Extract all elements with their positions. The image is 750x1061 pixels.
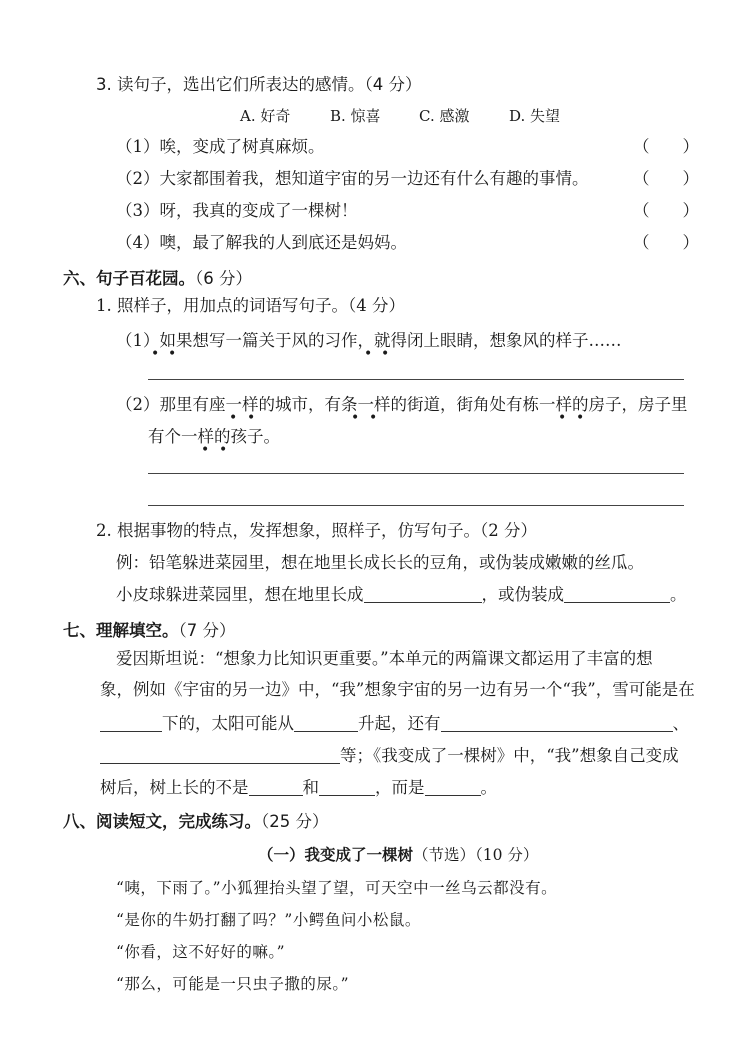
q3-option-b: B. 惊喜 (330, 107, 381, 125)
answer-paren-4[interactable]: （ ） (633, 233, 699, 252)
s7-line-3-c: 、 (672, 714, 689, 733)
s6-q2-prompt-b: ，或伪装成 (481, 585, 564, 604)
q3-title (96, 71, 422, 95)
s6-q2-prompt (116, 584, 687, 605)
story-paragraph-1: “咦，下雨了。”小狐狸抬头望了望，可天空中一丝乌云都没有。 (116, 879, 558, 897)
emphasis-dot: • (381, 346, 390, 362)
fill-blank[interactable] (441, 713, 673, 732)
fill-blank[interactable] (100, 713, 162, 732)
reading-subtitle (258, 843, 538, 865)
s7-line-4-a: 等；《我变成了一棵树》中，“我”想象自己变成 (340, 746, 679, 765)
s6-q2-prompt-c: 。 (670, 585, 687, 604)
s6-q2-title (96, 521, 537, 541)
emphasis-dot: • (558, 410, 567, 426)
section-7-title (63, 617, 236, 641)
s7-line-3 (100, 713, 689, 734)
story-paragraph-3: “你看，这不好好的嘛。” (116, 943, 286, 961)
q3-option-c: C. 感激 (419, 107, 470, 125)
emphasis-dot: • (201, 442, 210, 458)
fill-blank[interactable] (425, 777, 481, 796)
answer-paren-3[interactable]: （ ） (633, 201, 699, 220)
emphasis-dot: • (364, 346, 373, 362)
q3-title-text: 3. 读句子，选出它们所表达的感情。 (96, 75, 365, 94)
s6-q1-title (96, 296, 405, 316)
fill-blank[interactable] (249, 777, 303, 796)
s7-line-5-a: 树后，树上长的不是 (100, 778, 249, 797)
emphasis-dot: • (168, 346, 177, 362)
q3-item-3: （3）呀，我真的变成了一棵树！ (116, 201, 358, 220)
s6-q1-points: （4 分） (348, 296, 405, 315)
s6-q2-points: （2 分） (480, 521, 537, 540)
emphasis-dot: • (229, 410, 238, 426)
q3-item-4: （4）噢，最了解我的人到底还是妈妈。 (116, 233, 407, 252)
story-paragraph-4: “那么，可能是一只虫子撒的尿。” (116, 975, 350, 993)
s6-q1-item-2-line-1: （2）那里有座一样的城市，有条一样的街道，街角处有栋一样的房子，房子里 (116, 395, 688, 414)
section-7-points: （7 分） (178, 621, 236, 640)
reading-subtitle-note: （节选）（10 分） (413, 846, 539, 864)
story-paragraph-2: “是你的牛奶打翻了吗？”小鳄鱼问小松鼠。 (116, 911, 421, 929)
emphasis-dot: • (247, 410, 256, 426)
answer-paren-1[interactable]: （ ） (633, 137, 699, 156)
section-6-points: （6 分） (195, 269, 252, 288)
s7-line-5-d: 。 (480, 778, 497, 797)
section-7-title-text: 七、理解填空。 (63, 621, 179, 640)
fill-blank[interactable] (564, 584, 670, 603)
section-6-title-text: 六、句子百花园。 (63, 269, 195, 288)
emphasis-dot: • (369, 410, 378, 426)
s6-q1-item-2-line-2: 有个一样的孩子。 (148, 427, 280, 446)
s7-line-4 (100, 745, 679, 766)
fill-blank[interactable] (100, 745, 340, 764)
s7-line-5 (100, 777, 497, 798)
s7-line-5-b: 和 (302, 778, 319, 797)
s7-line-5-c: ，而是 (375, 778, 425, 797)
reading-subtitle-text: （一）我变成了一棵树 (258, 846, 414, 864)
s6-q2-title-text: 2. 根据事物的特点，发挥想象，照样子，仿写句子。 (96, 521, 480, 540)
s6-q2-prompt-a: 小皮球躲进菜园里，想在地里长成 (116, 585, 364, 604)
section-6-title (63, 265, 252, 289)
q3-points: （4 分） (364, 75, 422, 94)
fill-blank[interactable] (294, 713, 358, 732)
fill-blank[interactable] (319, 777, 375, 796)
q3-option-d: D. 失望 (509, 107, 561, 125)
answer-line-1[interactable] (148, 379, 684, 380)
answer-line-3[interactable] (148, 505, 684, 506)
s7-line-1: 爱因斯坦说：“想象力比知识更重要。”本单元的两篇课文都运用了丰富的想 (116, 649, 653, 668)
section-8-title-text: 八、阅读短文，完成练习。 (63, 812, 261, 831)
emphasis-dot: • (219, 442, 228, 458)
emphasis-dot: • (576, 410, 585, 426)
q3-item-1: （1）唉，变成了树真麻烦。 (116, 137, 325, 156)
section-8-title (63, 808, 329, 832)
s7-line-2: 象，例如《宇宙的另一边》中，“我”想象宇宙的另一边有另一个“我”，雪可能是在 (100, 680, 695, 699)
s7-line-3-a: 下的，太阳可能从 (162, 714, 294, 733)
s6-q1-title-text: 1. 照样子，用加点的词语写句子。 (96, 296, 348, 315)
section-8-points: （25 分） (261, 812, 329, 831)
emphasis-dot: • (151, 346, 160, 362)
s6-q2-example: 例：铅笔躲进菜园里，想在地里长成长长的豆角，或伪装成嫩嫩的丝瓜。 (116, 553, 644, 572)
answer-paren-2[interactable]: （ ） (633, 169, 699, 188)
s7-line-3-b: 升起，还有 (358, 714, 441, 733)
s6-q1-item-1: （1）如果想写一篇关于风的习作，就得闭上眼睛，想象风的样子…… (116, 331, 622, 350)
answer-line-2[interactable] (148, 473, 684, 474)
emphasis-dot: • (351, 410, 360, 426)
q3-option-a: A. 好奇 (240, 107, 291, 125)
fill-blank[interactable] (364, 584, 482, 603)
q3-item-2: （2）大家都围着我，想知道宇宙的另一边还有什么有趣的事情。 (116, 169, 589, 188)
